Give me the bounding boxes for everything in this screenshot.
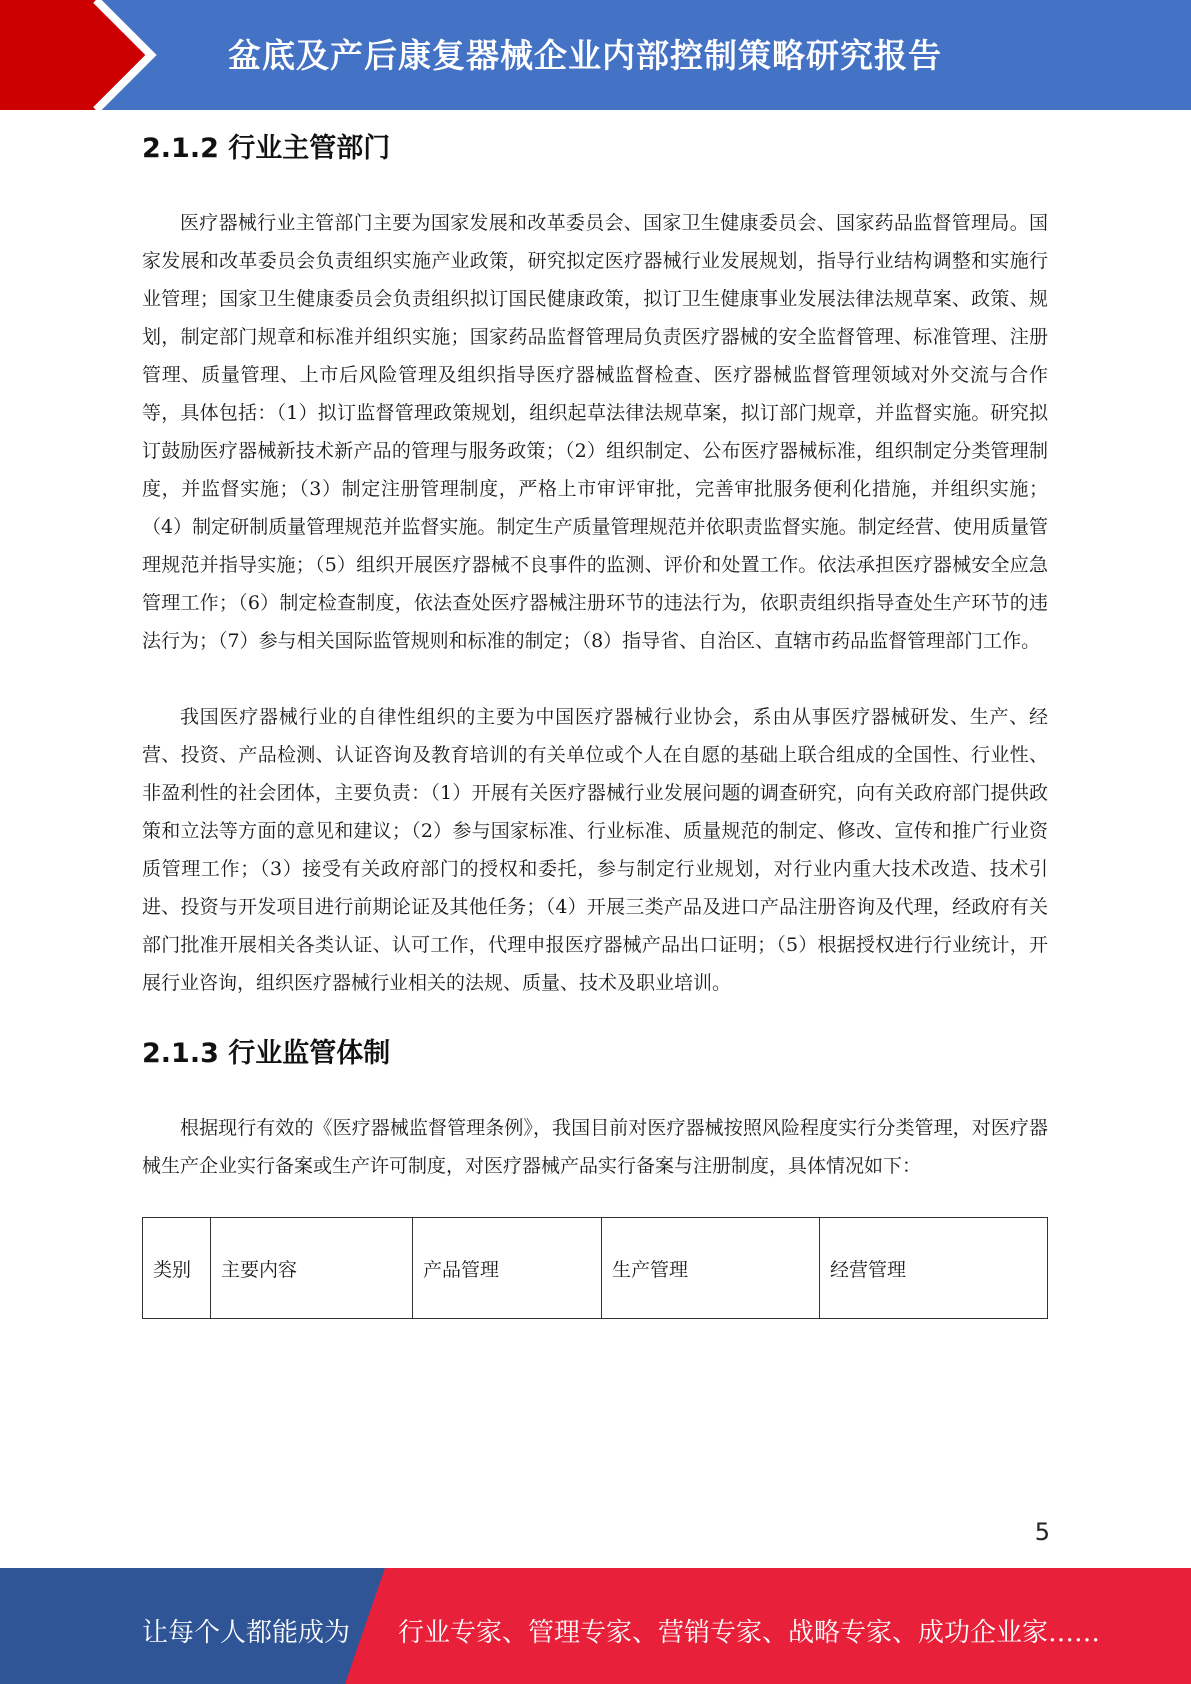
paragraph: 根据现行有效的《医疗器械监督管理条例》，我国目前对医疗器械按照风险程度实行分类管理，对医疗器械生产企业实行备案或生产许可制度，对医疗器械产品实行备案与注册制度，具体情况如下： [142,1117,1048,1177]
table-header-row [143,1218,1048,1319]
table-header-cell: 类别 [143,1218,211,1319]
page-footer [0,1568,1191,1684]
footer-slogan-left: 让每个人都能成为 [142,1618,351,1648]
paragraph: 医疗器械行业主管部门主要为国家发展和改革委员会、国家卫生健康委员会、国家药品监督管理局。国家发展和改革委员会负责组织实施产业政策，研究拟定医疗器械行业发展规划，指导行业结构调整和实施行业管理；国家卫生健康委员会负责组织拟订国民健康政策，拟订卫生健康事业发展法律法规草案、政策、规划，制定部门规章和标准并组织实施；国家药品监督管理局负责医疗器械的安全监督管理、标准管理、注册管理、质量管理、上市后风险管理及组织指导医疗器械监督检查、医疗器械监督管理领域对外交流与合作等，具体包括：（1）拟订监督管理政策规划，组织起草法律法规草案，拟订部门规章，并监督实施。研究拟订鼓励医疗器械新技术新产品的管理与服务政策；（2）组织制定、公布医疗器械标准，组织制定分类管理制度，并监督实施；（3）制定注册管理制度，严格上市审评审批，完善审批服务便利化措施，并组织实施；（4）制定研制质量管理规范并监督实施。制定生产质量管理规范并依职责监督实施。制定经营、使用质量管理规范并指导实施；（5）组织开展医疗器械不良事件的监测、评价和处置工作。依法承担医疗器械安全应急管理工作；（6）制定检查制度，依法查处医疗器械注册环节的违法行为，依职责组织指导查处生产环节的违法行为；（7）参与相关国际监管规则和标准的制定；（8）指导省、自治区、直辖市药品监督管理部门工作。 [142,212,1048,652]
page-number: 5 [1034,1518,1050,1546]
report-title: 盆底及产后康复器械企业内部控制策略研究报告 [228,36,942,75]
paragraph: 我国医疗器械行业的自律性组织的主要为中国医疗器械行业协会，系由从事医疗器械研发、生产、经营、投资、产品检测、认证咨询及教育培训的有关单位或个人在自愿的基础上联合组成的全国性、行业性、非盈利性的社会团体，主要负责：（1）开展有关医疗器械行业发展问题的调查研究，向有关政府部门提供政策和立法等方面的意见和建议；（2）参与国家标准、行业标准、质量规范的制定、修改、宣传和推广行业资质管理工作；（3）接受有关政府部门的授权和委托，参与制定行业规划，对行业内重大技术改造、技术引进、投资与开发项目进行前期论证及其他任务；（4）开展三类产品及进口产品注册咨询及代理，经政府有关部门批准开展相关各类认证、认可工作，代理申报医疗器械产品出口证明；（5）根据授权进行行业统计，开展行业咨询，组织医疗器械行业相关的法规、质量、技术及职业培训。 [142,706,1048,994]
section-heading-2-1-3: 2.1.3 行业监管体制 [142,1038,391,1069]
footer-slogan-right: 行业专家、管理专家、营销专家、战略专家、成功企业家…… [398,1618,1101,1648]
page-header [0,0,1191,110]
table-header-cell: 生产管理 [602,1218,820,1319]
table-header-cell: 主要内容 [211,1218,413,1319]
section-heading-2-1-2: 2.1.2 行业主管部门 [142,133,391,164]
document-body [142,128,1048,1319]
regulation-table [142,1217,1048,1319]
table-header-cell: 产品管理 [413,1218,602,1319]
header-red-arrow [0,0,150,110]
table-header-cell: 经营管理 [820,1218,1048,1319]
